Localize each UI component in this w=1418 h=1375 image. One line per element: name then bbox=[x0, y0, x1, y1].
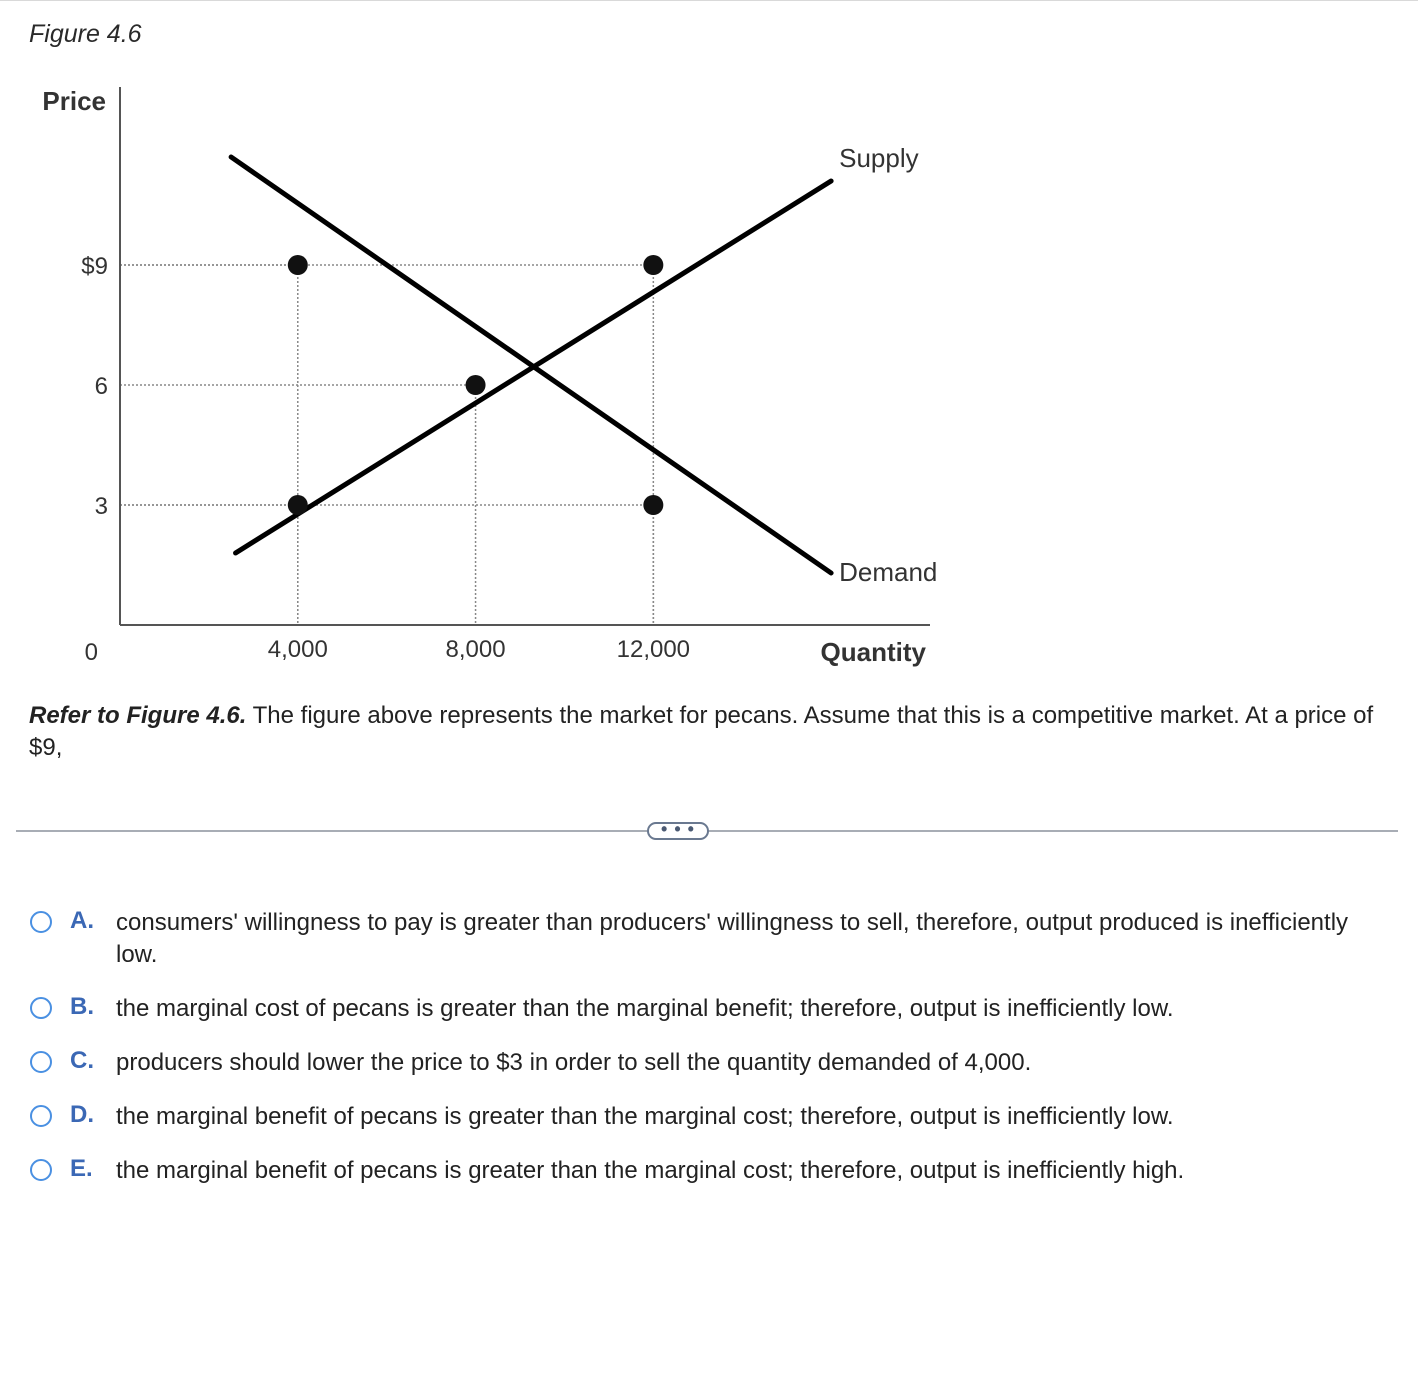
data-point bbox=[643, 255, 663, 275]
x-tick-label: 4,000 bbox=[267, 636, 328, 663]
data-point bbox=[466, 375, 486, 395]
radio-icon[interactable] bbox=[30, 1159, 52, 1181]
radio-icon[interactable] bbox=[30, 1051, 52, 1073]
data-point bbox=[288, 255, 308, 275]
option-text: the marginal benefit of pecans is greater than the marginal cost; therefore, output is inefficiently low. bbox=[116, 1103, 1174, 1130]
y-tick-label: 3 bbox=[94, 493, 108, 520]
question-reference: Refer to Figure 4.6. bbox=[29, 702, 247, 729]
data-point bbox=[643, 495, 663, 515]
option-text: producers should lower the price to $3 in order to sell the quantity demanded of 4,000. bbox=[116, 1049, 1032, 1076]
demand-label: Demand bbox=[839, 557, 938, 587]
option-text: the marginal cost of pecans is greater than the marginal benefit; therefore, output is inefficiently low. bbox=[116, 995, 1174, 1022]
y-axis-title: Price bbox=[42, 86, 106, 116]
radio-icon[interactable] bbox=[30, 997, 52, 1019]
option-letter: B. bbox=[70, 993, 94, 1020]
x-axis-title: Quantity bbox=[820, 637, 926, 667]
supply-label: Supply bbox=[839, 143, 919, 173]
x-tick-label: 12,000 bbox=[616, 636, 691, 663]
origin-label: 0 bbox=[84, 639, 98, 666]
option-letter: C. bbox=[70, 1047, 94, 1074]
radio-icon[interactable] bbox=[30, 911, 52, 933]
radio-icon[interactable] bbox=[30, 1105, 52, 1127]
question-body: The figure above represents the market for pecans. Assume that this is a competitive market. At a price of $9, bbox=[29, 702, 1374, 761]
option-letter: A. bbox=[70, 907, 94, 934]
option-text: consumers' willingness to pay is greater than producers' willingness to sell, therefore, output produced is inefficiently low. bbox=[116, 909, 1349, 968]
top-rule bbox=[0, 0, 1418, 1]
y-tick-label: $9 bbox=[81, 253, 108, 280]
option-text: the marginal benefit of pecans is greater than the marginal cost; therefore, output is inefficiently high. bbox=[116, 1157, 1185, 1184]
x-tick-label: 8,000 bbox=[445, 636, 506, 663]
data-point bbox=[288, 495, 308, 515]
supply-demand-chart bbox=[0, 70, 1000, 680]
figure-label: Figure 4.6 bbox=[29, 20, 142, 48]
demand-line bbox=[231, 157, 831, 573]
option-letter: E. bbox=[70, 1155, 93, 1182]
y-tick-label: 6 bbox=[94, 373, 108, 400]
question-text bbox=[29, 700, 1389, 764]
more-options-button[interactable]: • • • bbox=[647, 822, 709, 840]
option-letter: D. bbox=[70, 1101, 94, 1128]
